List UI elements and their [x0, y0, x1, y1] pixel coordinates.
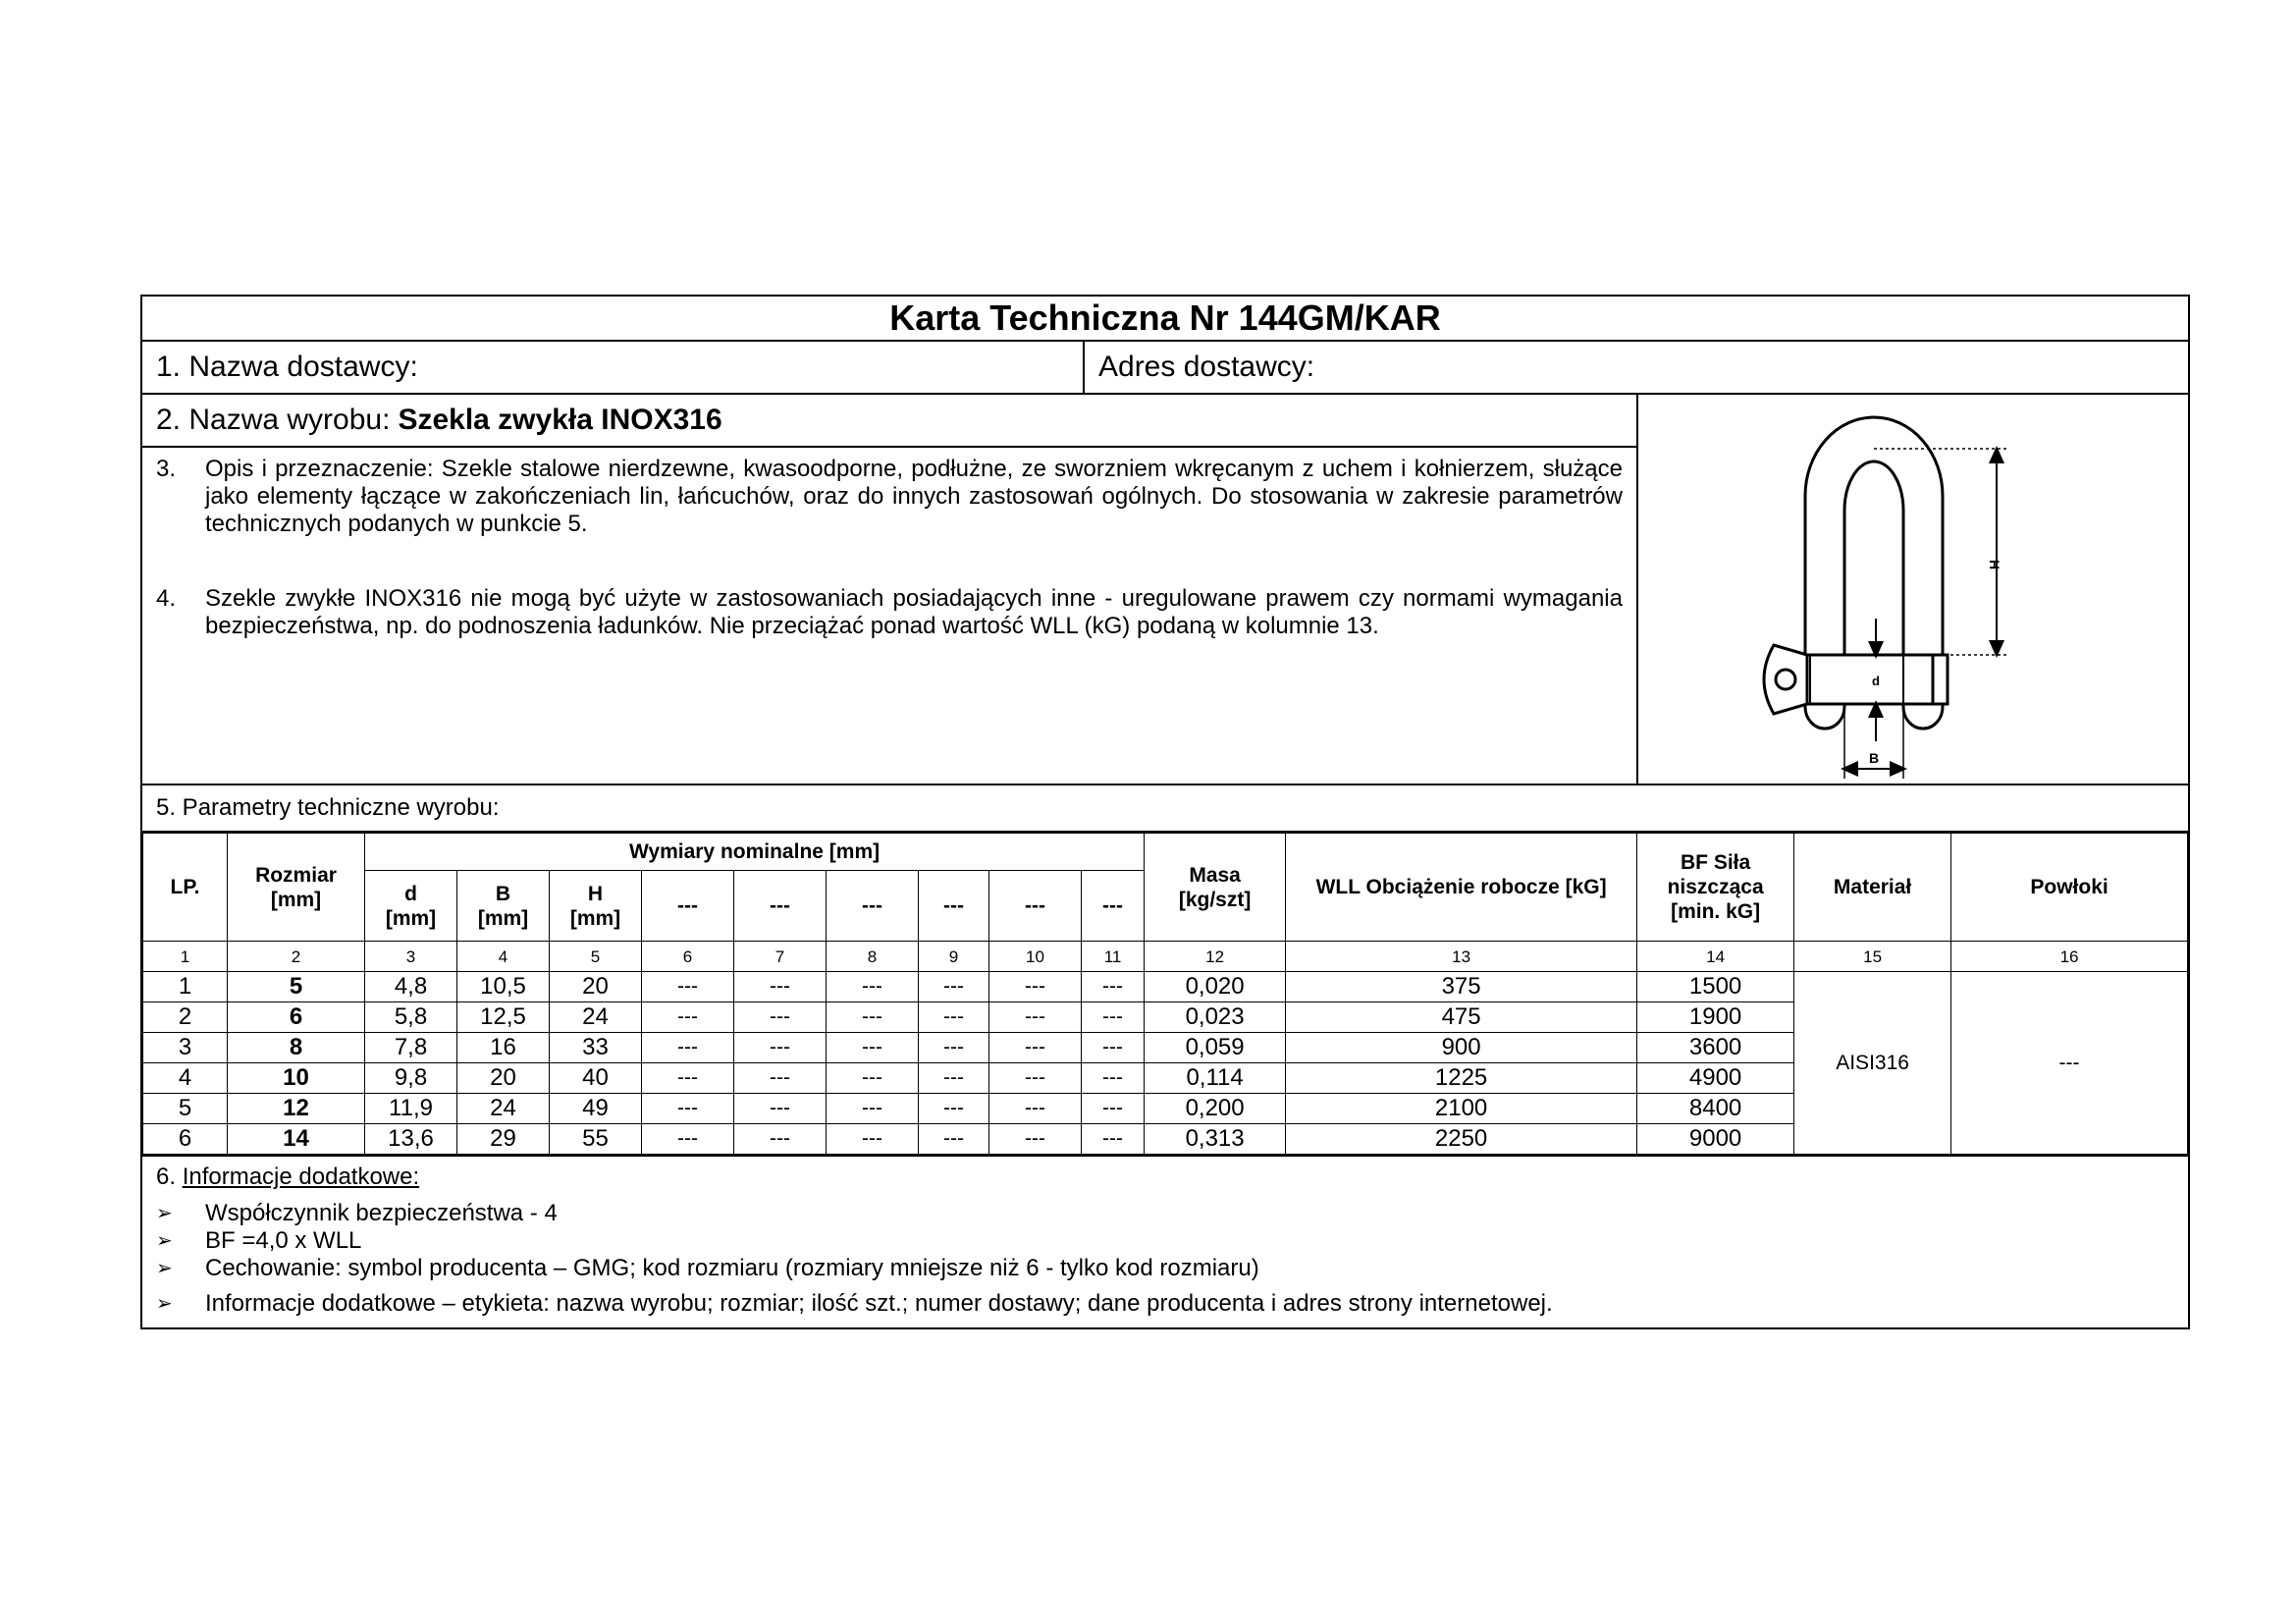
cell-dash: --- — [989, 1002, 1082, 1033]
cell-h: 40 — [550, 1063, 642, 1094]
cell-dash: --- — [1082, 1002, 1145, 1033]
cell-dash: --- — [642, 1124, 734, 1155]
cell-dash: --- — [989, 1124, 1082, 1155]
bullet-arrow-icon: ➢ — [156, 1230, 173, 1252]
cell-dash: --- — [989, 1094, 1082, 1124]
cell-dash: --- — [827, 1033, 919, 1063]
technical-card — [140, 295, 2190, 1329]
cell-dash: --- — [827, 1094, 919, 1124]
cell-mass: 0,114 — [1145, 1063, 1286, 1094]
dimension-label-h: H — [1987, 560, 2002, 570]
cell-coating: --- — [1951, 972, 2188, 1155]
description-item — [156, 585, 1623, 640]
cell-dash: --- — [919, 1063, 989, 1094]
params-section-label: 5. Parametry techniczne wyrobu: — [142, 785, 2188, 833]
title-row — [142, 297, 2188, 342]
cell-d: 11,9 — [365, 1094, 457, 1124]
info-item — [156, 1200, 2174, 1227]
header-lp: LP. — [143, 834, 228, 942]
cell-mass: 0,313 — [1145, 1124, 1286, 1155]
cell-mass: 0,200 — [1145, 1094, 1286, 1124]
cell-dash: --- — [827, 1063, 919, 1094]
cell-d: 13,6 — [365, 1124, 457, 1155]
bullet-arrow-icon: ➢ — [156, 1203, 173, 1224]
cell-mass: 0,023 — [1145, 1002, 1286, 1033]
column-index: 10 — [989, 942, 1082, 972]
header-dash: --- — [827, 871, 919, 942]
cell-dash: --- — [734, 1002, 827, 1033]
product-info — [142, 395, 1638, 784]
info-item-text: Informacje dodatkowe – etykieta: nazwa wyrobu; rozmiar; ilość szt.; numer dostawy; dane producenta i adres strony internetowej. — [205, 1290, 1553, 1317]
header-d: d [mm] — [365, 871, 457, 942]
header-nominal-dimensions: Wymiary nominalne [mm] — [365, 834, 1145, 871]
product-name-label: 2. Nazwa wyrobu: — [156, 404, 391, 436]
bullet-arrow-icon: ➢ — [156, 1293, 173, 1315]
cell-d: 5,8 — [365, 1002, 457, 1033]
cell-lp: 4 — [143, 1063, 228, 1094]
cell-lp: 1 — [143, 972, 228, 1002]
cell-b: 10,5 — [457, 972, 550, 1002]
cell-bf: 1900 — [1637, 1002, 1794, 1033]
column-index: 3 — [365, 942, 457, 972]
header-bf: BF Siła niszcząca [min. kG] — [1637, 834, 1794, 942]
header-dash: --- — [919, 871, 989, 942]
info-item — [156, 1227, 2174, 1255]
header-b: B [mm] — [457, 871, 550, 942]
cell-mass: 0,059 — [1145, 1033, 1286, 1063]
cell-dash: --- — [989, 1033, 1082, 1063]
supplier-address-label: Adres dostawcy: — [1098, 351, 1315, 383]
column-index: 16 — [1951, 942, 2188, 972]
cell-h: 20 — [550, 972, 642, 1002]
bullet-arrow-icon: ➢ — [156, 1258, 173, 1279]
column-index: 2 — [228, 942, 365, 972]
header-mass: Masa [kg/szt] — [1145, 834, 1286, 942]
column-index-row — [143, 942, 2188, 972]
info-item-text: Współczynnik bezpieczeństwa - 4 — [205, 1200, 558, 1226]
header-material: Materiał — [1794, 834, 1951, 942]
header-h: H [mm] — [550, 871, 642, 942]
cell-wll: 900 — [1286, 1033, 1637, 1063]
cell-dash: --- — [642, 1094, 734, 1124]
cell-h: 24 — [550, 1002, 642, 1033]
cell-bf: 8400 — [1637, 1094, 1794, 1124]
cell-dash: --- — [642, 1033, 734, 1063]
cell-mass: 0,020 — [1145, 972, 1286, 1002]
cell-wll: 2100 — [1286, 1094, 1637, 1124]
shackle-drawing-cell — [1638, 395, 2188, 784]
column-index: 14 — [1637, 942, 1794, 972]
header-size: Rozmiar [mm] — [228, 834, 365, 942]
dimension-label-d: d — [1872, 674, 1880, 688]
document-title: Karta Techniczna Nr 144GM/KAR — [889, 298, 1441, 338]
cell-size: 12 — [228, 1094, 365, 1124]
cell-dash: --- — [642, 972, 734, 1002]
column-index: 7 — [734, 942, 827, 972]
additional-info — [142, 1155, 2188, 1327]
cell-b: 29 — [457, 1124, 550, 1155]
cell-h: 49 — [550, 1094, 642, 1124]
supplier-name-label: 1. Nazwa dostawcy: — [142, 342, 1085, 393]
column-index: 4 — [457, 942, 550, 972]
header-wll: WLL Obciążenie robocze [kG] — [1286, 834, 1637, 942]
cell-dash: --- — [919, 1124, 989, 1155]
header-dash: --- — [642, 871, 734, 942]
cell-wll: 2250 — [1286, 1124, 1637, 1155]
cell-wll: 375 — [1286, 972, 1637, 1002]
column-index: 9 — [919, 942, 989, 972]
description-text: Opis i przeznaczenie: Szekle stalowe nierdzewne, kwasoodporne, podłużne, ze sworzniem wkręcanym z uchem i kołnierzem, służące jako elementy łączące w zakończeniach lin, łańcuchów, oraz do innych zastosowań ogólnych. Do stosowania w zakresie parametrów technicznych podanych w punkcie 5. — [205, 456, 1623, 537]
cell-dash: --- — [734, 1124, 827, 1155]
description — [142, 448, 1636, 640]
product-block — [142, 395, 2188, 785]
cell-b: 12,5 — [457, 1002, 550, 1033]
cell-h: 33 — [550, 1033, 642, 1063]
header-dash: --- — [1082, 871, 1145, 942]
cell-dash: --- — [827, 1002, 919, 1033]
cell-h: 55 — [550, 1124, 642, 1155]
description-number: 4. — [156, 585, 177, 612]
column-index: 8 — [827, 942, 919, 972]
cell-dash: --- — [919, 1002, 989, 1033]
shackle-diagram — [1638, 398, 2188, 781]
cell-dash: --- — [734, 972, 827, 1002]
column-index: 11 — [1082, 942, 1145, 972]
cell-b: 20 — [457, 1063, 550, 1094]
cell-wll: 475 — [1286, 1002, 1637, 1033]
header-dash: --- — [734, 871, 827, 942]
cell-d: 4,8 — [365, 972, 457, 1002]
cell-dash: --- — [989, 972, 1082, 1002]
description-item — [156, 456, 1623, 538]
description-text: Szekle zwykłe INOX316 nie mogą być użyte w zastosowaniach posiadających inne - uregulowane prawem czy normami wymagania bezpieczeństwa, np. do podnoszenia ładunków. Nie przeciążać ponad wartość WLL (kG) podaną w kolumnie 13. — [205, 585, 1623, 639]
header-coating: Powłoki — [1951, 834, 2188, 942]
cell-size: 14 — [228, 1124, 365, 1155]
cell-dash: --- — [734, 1033, 827, 1063]
cell-b: 16 — [457, 1033, 550, 1063]
cell-wll: 1225 — [1286, 1063, 1637, 1094]
cell-size: 5 — [228, 972, 365, 1002]
cell-lp: 3 — [143, 1033, 228, 1063]
cell-dash: --- — [827, 972, 919, 1002]
cell-dash: --- — [1082, 972, 1145, 1002]
column-index: 13 — [1286, 942, 1637, 972]
info-item-text: Cechowanie: symbol producenta – GMG; kod rozmiaru (rozmiary mniejsze niż 6 - tylko kod rozmiaru) — [205, 1255, 1259, 1281]
header-dash: --- — [989, 871, 1082, 942]
cell-dash: --- — [919, 1094, 989, 1124]
cell-bf: 3600 — [1637, 1033, 1794, 1063]
cell-dash: --- — [734, 1094, 827, 1124]
cell-dash: --- — [827, 1124, 919, 1155]
column-index: 15 — [1794, 942, 1951, 972]
product-name-row — [142, 395, 1636, 448]
cell-dash: --- — [919, 972, 989, 1002]
product-name-value: Szekla zwykła INOX316 — [398, 404, 722, 436]
cell-dash: --- — [734, 1063, 827, 1094]
cell-d: 7,8 — [365, 1033, 457, 1063]
cell-size: 6 — [228, 1002, 365, 1033]
cell-d: 9,8 — [365, 1063, 457, 1094]
cell-dash: --- — [1082, 1124, 1145, 1155]
cell-lp: 5 — [143, 1094, 228, 1124]
cell-lp: 2 — [143, 1002, 228, 1033]
info-item — [156, 1290, 2174, 1318]
table-row — [143, 972, 2188, 1002]
column-index: 12 — [1145, 942, 1286, 972]
parameters-table — [142, 833, 2188, 1155]
additional-info-title: 6. Informacje dodatkowe: — [156, 1163, 420, 1190]
cell-dash: --- — [642, 1002, 734, 1033]
cell-dash: --- — [1082, 1063, 1145, 1094]
cell-lp: 6 — [143, 1124, 228, 1155]
cell-dash: --- — [1082, 1033, 1145, 1063]
cell-dash: --- — [642, 1063, 734, 1094]
description-number: 3. — [156, 456, 177, 482]
cell-bf: 1500 — [1637, 972, 1794, 1002]
cell-bf: 4900 — [1637, 1063, 1794, 1094]
info-item — [156, 1255, 2174, 1282]
dimension-label-b: B — [1869, 750, 1880, 766]
cell-dash: --- — [1082, 1094, 1145, 1124]
cell-bf: 9000 — [1637, 1124, 1794, 1155]
cell-material: AISI316 — [1794, 972, 1951, 1155]
column-index: 1 — [143, 942, 228, 972]
column-index: 5 — [550, 942, 642, 972]
cell-size: 10 — [228, 1063, 365, 1094]
supplier-row — [142, 342, 2188, 395]
cell-dash: --- — [989, 1063, 1082, 1094]
column-index: 6 — [642, 942, 734, 972]
info-item-text: BF =4,0 x WLL — [205, 1227, 362, 1254]
cell-size: 8 — [228, 1033, 365, 1063]
cell-b: 24 — [457, 1094, 550, 1124]
cell-dash: --- — [919, 1033, 989, 1063]
